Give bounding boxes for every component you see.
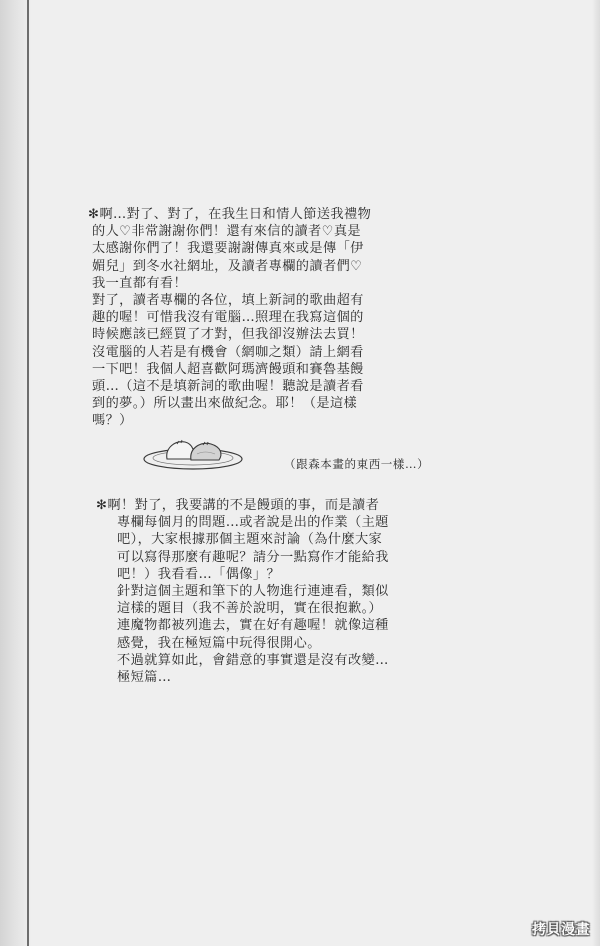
note-1-line: 的人♡非常謝謝你們！還有來信的讀者♡真是 <box>92 224 362 240</box>
author-note-2 <box>96 497 430 686</box>
steamed-buns-drawing <box>141 432 247 472</box>
note-1-line: 太感謝你們了！我還要謝謝傳真來或是傳「伊 <box>92 241 364 257</box>
note-2-line: 連魔物都被列進去，實在好有趣喔！就像這種 <box>117 618 389 634</box>
note-1-line: 媚兒」到冬水社網址，及讀者專欄的讀者們♡ <box>92 258 363 274</box>
note-1-line: 一下吧！我個人超喜歡阿瑪濟饅頭和賽魯基饅 <box>92 361 364 377</box>
note-2-line: ✻啊！對了，我要講的不是饅頭的事，而是讀者 <box>96 498 380 513</box>
note-1-line: 時候應該已經買了才對，但我卻沒辦法去買！ <box>92 327 364 343</box>
note-2-line: 不過就算如此，會錯意的事實還是沒有改變… <box>117 652 389 668</box>
page-right-edge <box>592 0 600 946</box>
note-1-line: 沒電腦的人若是有機會（網咖之類）請上網看 <box>92 344 364 360</box>
note-2-line: 可以寫得那麼有趣呢？請分一點寫作才能給我 <box>117 549 389 565</box>
note-1-line: 趣的喔！可惜我沒有電腦…照理在我寫這個的 <box>92 310 364 326</box>
note-2-line: 吧！）我看看…「偶像」？ <box>117 566 281 582</box>
note-2-line: 專欄每個月的問題…或者說是出的作業（主題 <box>117 515 389 531</box>
note-1-line: 到的夢。）所以畫出來做紀念。耶！（是這樣 <box>92 396 358 412</box>
note-2-line: 這樣的題目（我不善於說明，實在很抱歉。） <box>117 601 383 617</box>
note-1-line: 嗎？） <box>92 413 133 429</box>
drawing-caption: （跟森本畫的東西一樣…） <box>284 457 430 471</box>
site-watermark: 拷貝漫畫 <box>532 922 590 938</box>
note-1-line: ✻啊…對了、對了，在我生日和情人節送我禮物 <box>88 207 372 222</box>
note-1-line: 我一直都有看！ <box>92 275 188 291</box>
note-1-line: 對了，讀者專欄的各位，填上新詞的歌曲超有 <box>92 293 364 309</box>
note-2-line: 極短篇… <box>117 670 172 686</box>
spine-line <box>27 0 29 946</box>
note-2-line: 感覺，我在極短篇中玩得很開心。 <box>117 635 321 651</box>
note-2-line: 吧），大家根據那個主題來討論（為什麼大家 <box>117 532 383 548</box>
note-2-line: 針對這個主題和筆下的人物進行連連看，類似 <box>117 584 389 600</box>
author-note-1 <box>88 206 432 430</box>
note-1-line: 頭…（這不是填新詞的歌曲喔！聽說是讀者看 <box>92 379 364 395</box>
